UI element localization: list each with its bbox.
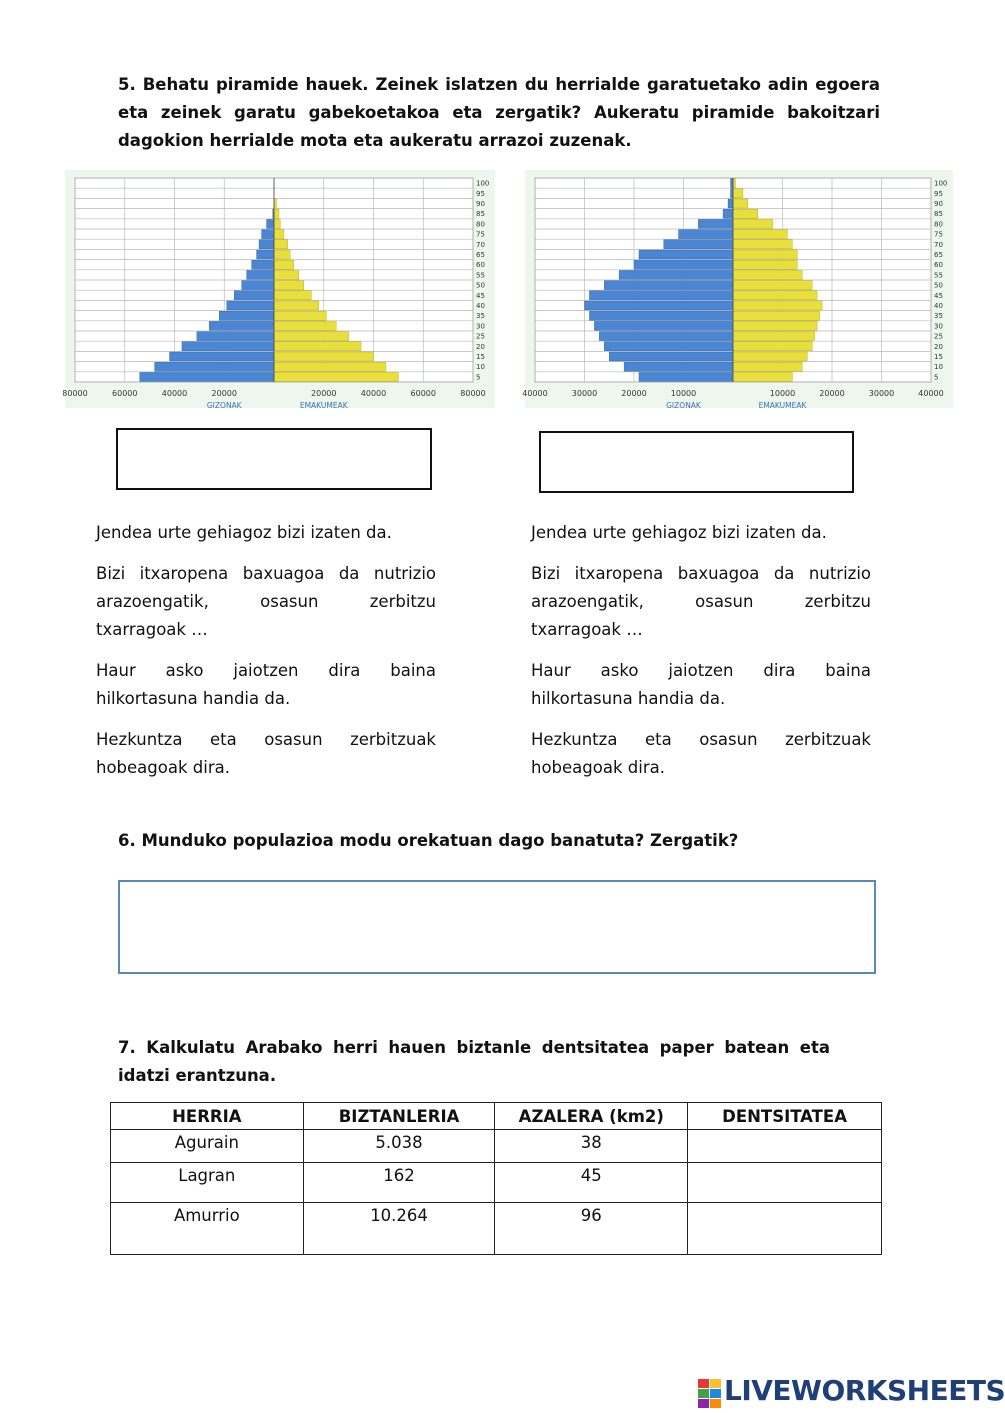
town-cell: Agurain [111,1130,304,1163]
liveworksheets-logo-icon [698,1379,722,1409]
female-bar [274,240,288,249]
age-tick-label: 25 [934,332,943,341]
male-bar [604,281,733,290]
female-bar [274,281,304,290]
age-tick-label: 80 [934,220,943,229]
female-bar [274,209,279,218]
age-tick-label: 15 [934,353,943,361]
density-answer-cell[interactable] [688,1130,882,1163]
x-tick-label: 30000 [571,389,598,398]
male-bar [723,209,733,218]
x-tick-label: 60000 [112,389,138,398]
answer-box-pyramid-2[interactable] [539,431,854,493]
reason-option[interactable]: Jendea urte gehiagoz bizi izaten da. [531,523,827,542]
area-cell: 38 [495,1130,688,1163]
male-axis-label: GIZONAK [206,401,242,410]
x-tick-label: 40000 [161,389,188,398]
female-bar [733,332,815,341]
age-tick-label: 30 [934,322,943,331]
female-bar [274,362,386,371]
age-tick-label: 10 [476,363,485,372]
question-7-text: 7. Kalkulatu Arabako herri hauen biztanle dentsitatea paper batean eta idatzi erantzuna. [118,1038,830,1085]
question-6-text: 6. Munduko populazioa modu orekatuan dago banatuta? Zergatik? [118,831,739,850]
male-bar [639,250,733,259]
male-bar [242,281,274,290]
table-header-row [111,1103,882,1130]
x-tick-label: 20000 [211,389,237,398]
male-bar [624,362,733,371]
female-bar [274,321,336,330]
age-tick-label: 100 [476,179,490,188]
reason-option[interactable]: Hezkuntza eta osasun zerbitzuak hobeagoak dira. [531,730,871,777]
brand-name: LIVEWORKSHEETS [724,1374,1005,1407]
reason-option[interactable]: Haur asko jaiotzen dira baina hilkortasuna handia da. [531,661,871,708]
column-header: DENTSITATEA [688,1103,882,1130]
population-cell: 5.038 [303,1130,495,1163]
male-bar [698,219,733,228]
male-bar [585,301,734,310]
reason-option[interactable]: Bizi itxaropena baxuagoa da nutrizio arazoengatik, osasun zerbitzu txarragoak … [531,564,871,639]
table-row [111,1203,882,1255]
female-bar [274,270,299,279]
age-tick-label: 40 [476,302,485,310]
x-tick-label: 10000 [670,389,697,398]
age-tick-label: 35 [476,312,485,321]
table-row [111,1130,882,1163]
area-cell: 45 [495,1163,688,1203]
age-tick-label: 60 [934,261,943,270]
male-bar [664,240,733,249]
female-bar [733,219,773,228]
density-answer-cell[interactable] [688,1163,882,1203]
female-bar [274,342,361,351]
female-bar [274,219,280,228]
female-bar [733,209,758,218]
column-header: BIZTANLERIA [303,1103,495,1130]
age-tick-label: 90 [934,200,943,208]
female-bar [733,281,812,290]
female-bar [733,250,797,259]
male-bar [267,219,274,228]
reason-option[interactable]: Hezkuntza eta osasun zerbitzuak hobeagoak dira. [96,730,436,777]
female-bar [274,372,398,381]
x-tick-label: 80000 [460,389,486,398]
reason-option[interactable]: Bizi itxaropena baxuagoa da nutrizio arazoengatik, osasun zerbitzu txarragoak … [96,564,436,639]
population-cell: 162 [303,1163,495,1203]
male-bar [599,332,733,341]
female-bar [733,342,812,351]
male-bar [219,311,274,320]
male-bar [259,240,274,249]
age-tick-label: 15 [476,353,485,361]
town-cell: Amurrio [111,1203,304,1255]
male-bar [252,260,274,269]
female-bar [733,362,802,371]
reasons-list-left [96,519,436,795]
age-tick-label: 95 [476,189,485,198]
age-tick-label: 45 [476,291,485,300]
female-bar [733,301,822,310]
female-bar [733,260,797,269]
male-bar [247,270,274,279]
male-bar [155,362,274,371]
question-5-text: 5. Behatu piramide hauek. Zeinek islatzen du herrialde garatuetako adin egoera eta zeinek garatu gabekoetakoa eta zergatik? Aukeratu piramide bakoitzari dagokion herrialde mota eta aukeratu arrazoi zuzenak. [118,75,880,150]
age-tick-label: 90 [476,200,485,208]
age-tick-label: 35 [934,312,943,321]
age-tick-label: 70 [476,240,485,249]
x-tick-label: 80000 [62,389,88,398]
column-header: HERRIA [111,1103,304,1130]
male-bar [619,270,733,279]
age-tick-label: 75 [934,230,943,239]
female-bar [733,189,743,198]
female-bar [274,250,290,259]
area-cell: 96 [495,1203,688,1255]
male-bar [140,372,274,381]
reasons-list-right [531,519,871,795]
reason-option[interactable]: Haur asko jaiotzen dira baina hilkortasuna handia da. [96,661,436,708]
female-bar [274,291,311,300]
reason-option[interactable]: Jendea urte gehiagoz bizi izaten da. [96,523,392,542]
female-bar [733,230,787,239]
female-bar [274,260,294,269]
age-tick-label: 55 [934,271,943,280]
male-bar [227,301,274,310]
age-tick-label: 70 [934,240,943,249]
female-bar [733,240,792,249]
male-bar [604,342,733,351]
x-tick-label: 40000 [360,389,387,398]
answer-box-pyramid-1[interactable] [116,428,432,490]
density-table [110,1102,882,1255]
female-bar [733,270,802,279]
male-bar [209,321,274,330]
population-pyramid-2 [522,170,953,418]
column-header: AZALERA (km2) [495,1103,688,1130]
x-tick-label: 30000 [868,389,895,398]
density-answer-cell[interactable] [688,1203,882,1255]
male-bar [234,291,274,300]
female-bar [733,321,817,330]
age-tick-label: 100 [934,179,948,188]
male-bar [197,332,274,341]
male-axis-label: GIZONAK [666,401,701,410]
female-bar [274,301,319,310]
age-tick-label: 65 [476,251,485,259]
age-tick-label: 55 [476,271,485,280]
female-bar [733,311,820,320]
female-bar [733,199,748,208]
age-tick-label: 50 [476,281,485,290]
female-bar [274,230,284,239]
female-bar [274,332,349,341]
male-bar [609,352,733,361]
female-bar [274,352,374,361]
age-tick-label: 60 [476,261,485,270]
age-tick-label: 95 [934,189,943,198]
age-tick-label: 80 [476,220,485,229]
age-tick-label: 20 [476,342,485,351]
male-bar [594,321,733,330]
age-tick-label: 75 [476,230,485,239]
male-bar [182,342,274,351]
x-tick-label: 20000 [311,389,337,398]
age-tick-label: 50 [934,281,943,290]
x-tick-label: 40000 [522,389,548,398]
age-tick-label: 45 [934,291,943,300]
female-bar [733,372,792,381]
female-bar [733,352,807,361]
age-tick-label: 85 [934,210,943,219]
female-axis-label: EMAKUMEAK [299,401,348,410]
female-bar [274,311,326,320]
table-row [111,1163,882,1203]
age-tick-label: 5 [934,373,939,382]
male-bar [639,372,733,381]
x-tick-label: 20000 [819,389,845,398]
male-bar [589,311,733,320]
age-tick-label: 5 [476,373,481,382]
male-bar [262,230,274,239]
male-bar [589,291,733,300]
female-axis-label: EMAKUMEAK [758,401,807,410]
age-tick-label: 25 [476,332,485,341]
male-bar [257,250,274,259]
age-tick-label: 10 [934,363,943,372]
population-pyramid-1 [62,170,495,418]
x-tick-label: 20000 [621,389,647,398]
age-tick-label: 65 [934,251,943,259]
x-tick-label: 60000 [410,389,436,398]
male-bar [634,260,733,269]
population-cell: 10.264 [303,1203,495,1255]
age-tick-label: 85 [476,210,485,219]
male-bar [728,199,733,208]
answer-box-question-6[interactable] [118,880,876,974]
age-tick-label: 20 [934,342,943,351]
male-bar [170,352,274,361]
age-tick-label: 40 [934,302,943,310]
town-cell: Lagran [111,1163,304,1203]
x-tick-label: 10000 [769,389,796,398]
female-bar [733,291,817,300]
male-bar [679,230,733,239]
x-tick-label: 40000 [918,389,944,398]
age-tick-label: 30 [476,322,485,331]
